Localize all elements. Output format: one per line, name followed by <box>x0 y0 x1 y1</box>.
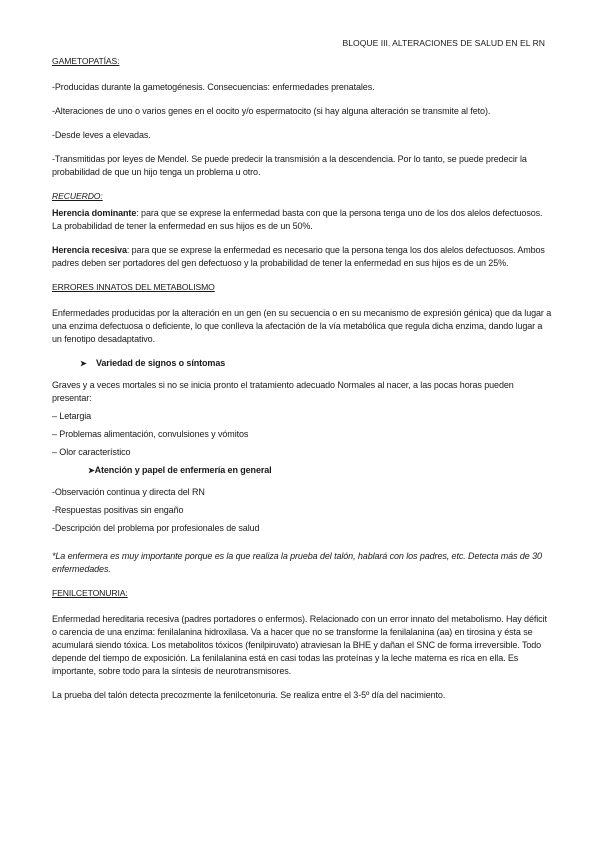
paragraph: -Alteraciones de uno o varios genes en el oocito y/o espermatocito (si hay alguna alteración se transmite al feto). <box>52 106 491 116</box>
list-item: – Problemas alimentación, convulsiones y vómitos <box>52 429 249 439</box>
bullet-label: Variedad de signos o síntomas <box>96 358 226 368</box>
paragraph-herencia-recesiva <box>52 244 552 270</box>
heading-fenilcetonuria: FENILCETONURIA: <box>52 588 128 598</box>
list-item: -Observación continua y directa del RN <box>52 487 205 497</box>
paragraph: La prueba del talón detecta precozmente la fenilcetonuria. Se realiza entre el 3-5º día del nacimiento. <box>52 690 446 700</box>
heading-gametopatias: GAMETOPATÍAS: <box>52 56 120 66</box>
definition-text: : para que se exprese la enfermedad es necesario que la persona tenga los dos alelos defectuosos. Ambos padres deben ser portadores del gen defectuoso y la probabilidad de tener la enfermedad en sus hijos es de un 25%. <box>52 245 545 268</box>
page-header: BLOQUE III. ALTERACIONES DE SALUD EN EL RN <box>342 38 545 48</box>
paragraph: -Desde leves a elevadas. <box>52 130 151 140</box>
term-herencia-dominante: Herencia dominante <box>52 208 137 218</box>
list-item: – Letargia <box>52 411 92 421</box>
paragraph: Enfermedades producidas por la alteración en un gen (en su secuencia o en su mecanismo de expresión génica) que da lugar a una enzima defectuosa o deficiente, lo que conlleva la afectación de la vía metabólica que regula dicha enzima, dando lugar a un fenotipo desadaptativo. <box>52 308 552 344</box>
definition-text: : para que se exprese la enfermedad basta con que la persona tenga uno de los dos alelos defectuosos. La probabilidad de tener la enfermedad en sus hijos es de un 50%. <box>52 208 543 231</box>
paragraph: Enfermedad hereditaria recesiva (padres portadores o enfermos). Relacionado con un error innato del metabolismo. Hay déficit o carencia de una enzima: fenilalanina hidroxilasa. Va a hacer que no se transforme la fenilalanina (aa) en tirosina y ésta se acumulará siendo tóxica. Los metabolitos tóxicos (fenilpiruvato) atraviesan la BHE y dañan el SNC de forma irreversible. Todo depende del tiempo de exposición. La fenilalanina está en casi todas las proteínas y la leche materna es rica en ella. Es importante, sobre todo para la síntesis de neurotransmisores. <box>52 614 547 676</box>
list-item: -Descripción del problema por profesionales de salud <box>52 523 260 533</box>
paragraph: -Transmitidas por leyes de Mendel. Se puede predecir la transmisión a la descendencia. Por lo tanto, se puede predecir la probabilidad de que un hijo tenga un problema u otro. <box>52 154 527 177</box>
list-item: – Olor característico <box>52 447 131 457</box>
bullet-label: Atención y papel de enfermería en general <box>94 465 272 475</box>
bullet-atencion-enfermeria <box>88 464 552 477</box>
arrow-bullet-icon: ➤ <box>80 359 87 368</box>
list-item: -Respuestas positivas sin engaño <box>52 505 184 515</box>
note-paragraph: *La enfermera es muy importante porque es la que realiza la prueba del talón, hablará con los padres, etc. Detecta más de 30 enfermedades. <box>52 551 542 574</box>
heading-errores-innatos: ERRORES INNATOS DEL METABOLISMO <box>52 282 215 292</box>
term-herencia-recesiva: Herencia recesiva <box>52 245 127 255</box>
arrow-bullet-icon: ➤ <box>88 466 95 475</box>
paragraph-herencia-dominante <box>52 207 552 233</box>
bullet-variedad-signos <box>80 357 552 370</box>
heading-recuerdo: RECUERDO: <box>52 191 103 201</box>
paragraph: -Producidas durante la gametogénesis. Consecuencias: enfermedades prenatales. <box>52 82 375 92</box>
paragraph: Graves y a veces mortales si no se inicia pronto el tratamiento adecuado Normales al nacer, a las pocas horas pueden presentar: <box>52 380 514 403</box>
document-body <box>52 55 552 713</box>
